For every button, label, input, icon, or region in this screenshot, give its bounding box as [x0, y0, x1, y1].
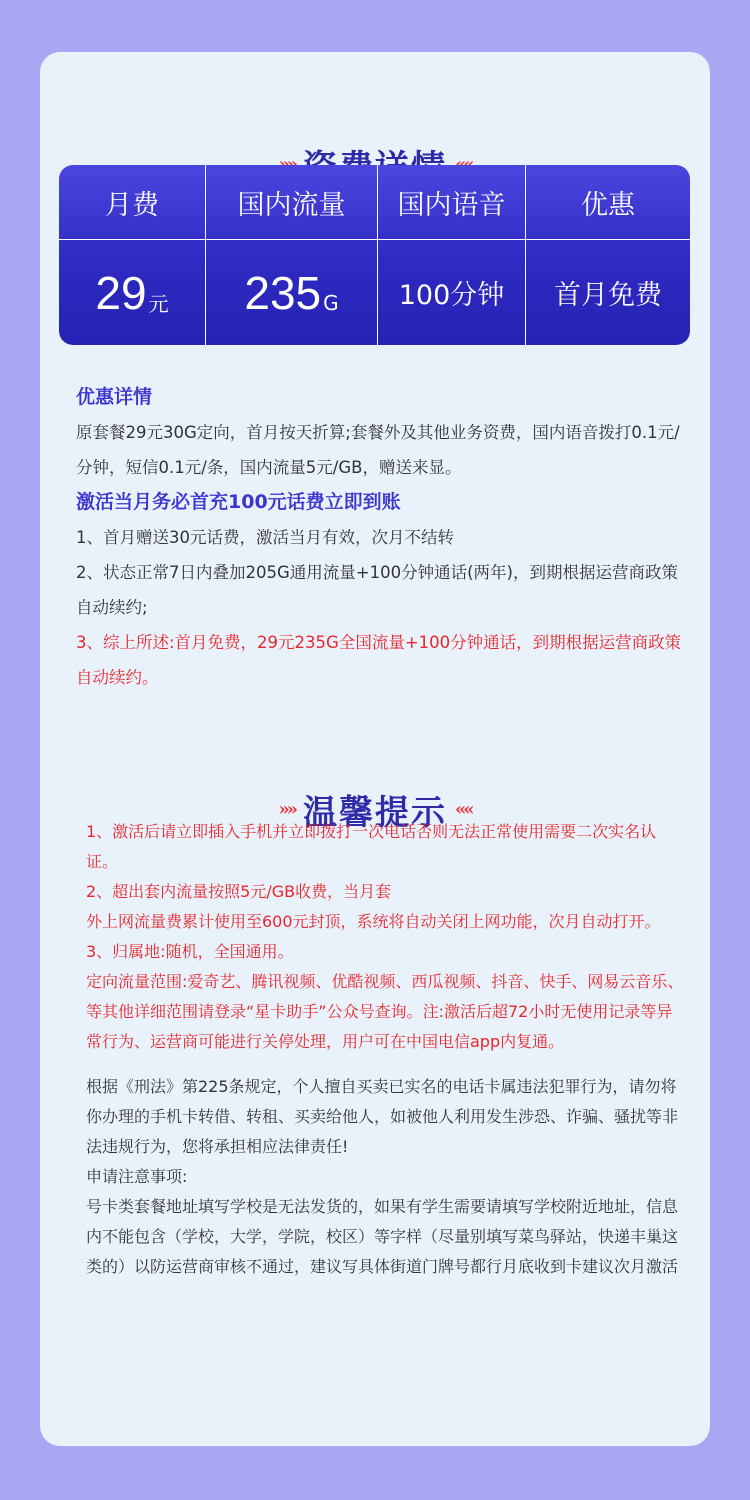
tip-2b: 外上网流量费累计使用至600元封顶，系统将自动关闭上网功能，次月自动打开。 [86, 912, 661, 931]
header-domestic-voice: 国内语音 [378, 165, 526, 239]
notice-text: 号卡类套餐地址填写学校是无法发货的，如果有学生需要请填写学校附近地址，信息内不能包含（学校，大学，学院，校区）等字样（尽量别填写菜鸟驿站，快递丰巢这类的）以防运营商审核不通过，建议写具体街道门牌号都行月底收到卡建议次月激活 [86, 1197, 679, 1276]
fee-table-value-row [59, 240, 690, 345]
tip-3b: 定向流量范围:爱奇艺、腾讯视频、优酷视频、西瓜视频、抖音、快手、网易云音乐、等其他详细范围请登录“星卡助手”公众号查询。注:激活后超72小时无使用记录等异常行为、运营商可能进行关停处理，用户可在中国电信app内复通。 [86, 972, 684, 1051]
fee-table-header-row [59, 165, 690, 239]
offer-item-2: 2、状态正常7日内叠加205G通用流量+100分钟通话(两年)，到期根据运营商政策自动续约; [76, 563, 678, 617]
offer-item-1: 1、首月赠送30元话费，激活当月有效，次月不结转 [76, 528, 454, 547]
tip-3: 3、归属地:随机，全国通用。 [86, 942, 294, 961]
fee-table [59, 165, 690, 345]
offer-heading: 优惠详情 [76, 386, 153, 408]
arrows-right-icon: «« [455, 799, 472, 820]
arrows-left-icon: »» [278, 799, 295, 820]
law-notice: 根据《刑法》第225条规定，个人擅自买卖已实名的电话卡属违法犯罪行为，请勿将你办理的手机卡转借、转租、买卖给他人，如被他人利用发生涉恐、诈骗、骚扰等非法违规行为，您将承担相应法律责任! [86, 1077, 679, 1156]
monthly-fee-unit: 元 [148, 292, 169, 316]
offer-details [76, 380, 686, 695]
tip-2a: 2、超出套内流量按照5元/GB收费，当月套 [86, 882, 392, 901]
spacer [86, 1057, 686, 1072]
data-number: 235 [244, 266, 322, 319]
tips-title-text: 温馨提示 [303, 793, 447, 833]
data-unit: G [323, 290, 339, 315]
main-card [40, 52, 710, 1446]
value-discount: 首月免费 [554, 280, 662, 311]
value-monthly-fee [59, 240, 206, 345]
offer-item-3: 3、综上所述:首月免费，29元235G全国流量+100分钟通话，到期根据运营商政策自动续约。 [76, 633, 682, 687]
value-domestic-data [206, 240, 378, 345]
value-domestic-voice: 100分钟 [378, 240, 526, 345]
offer-description: 原套餐29元30G定向，首月按天折算;套餐外及其他业务资费，国内语音拨打0.1元/分钟，短信0.1元/条，国内流量5元/GB，赠送来显。 [76, 423, 680, 477]
tips-content [86, 817, 686, 1282]
header-monthly-fee: 月费 [59, 165, 206, 239]
notice-heading: 申请注意事项: [86, 1167, 188, 1186]
header-discount: 优惠 [581, 189, 635, 221]
recharge-heading: 激活当月务必首充100元话费立即到账 [76, 491, 401, 513]
header-domestic-data: 国内流量 [206, 165, 378, 239]
tip-1: 1、激活后请立即插入手机并立即拨打一次电话否则无法正常使用需要二次实名认证。 [86, 822, 657, 871]
monthly-fee-number: 29 [95, 266, 147, 319]
